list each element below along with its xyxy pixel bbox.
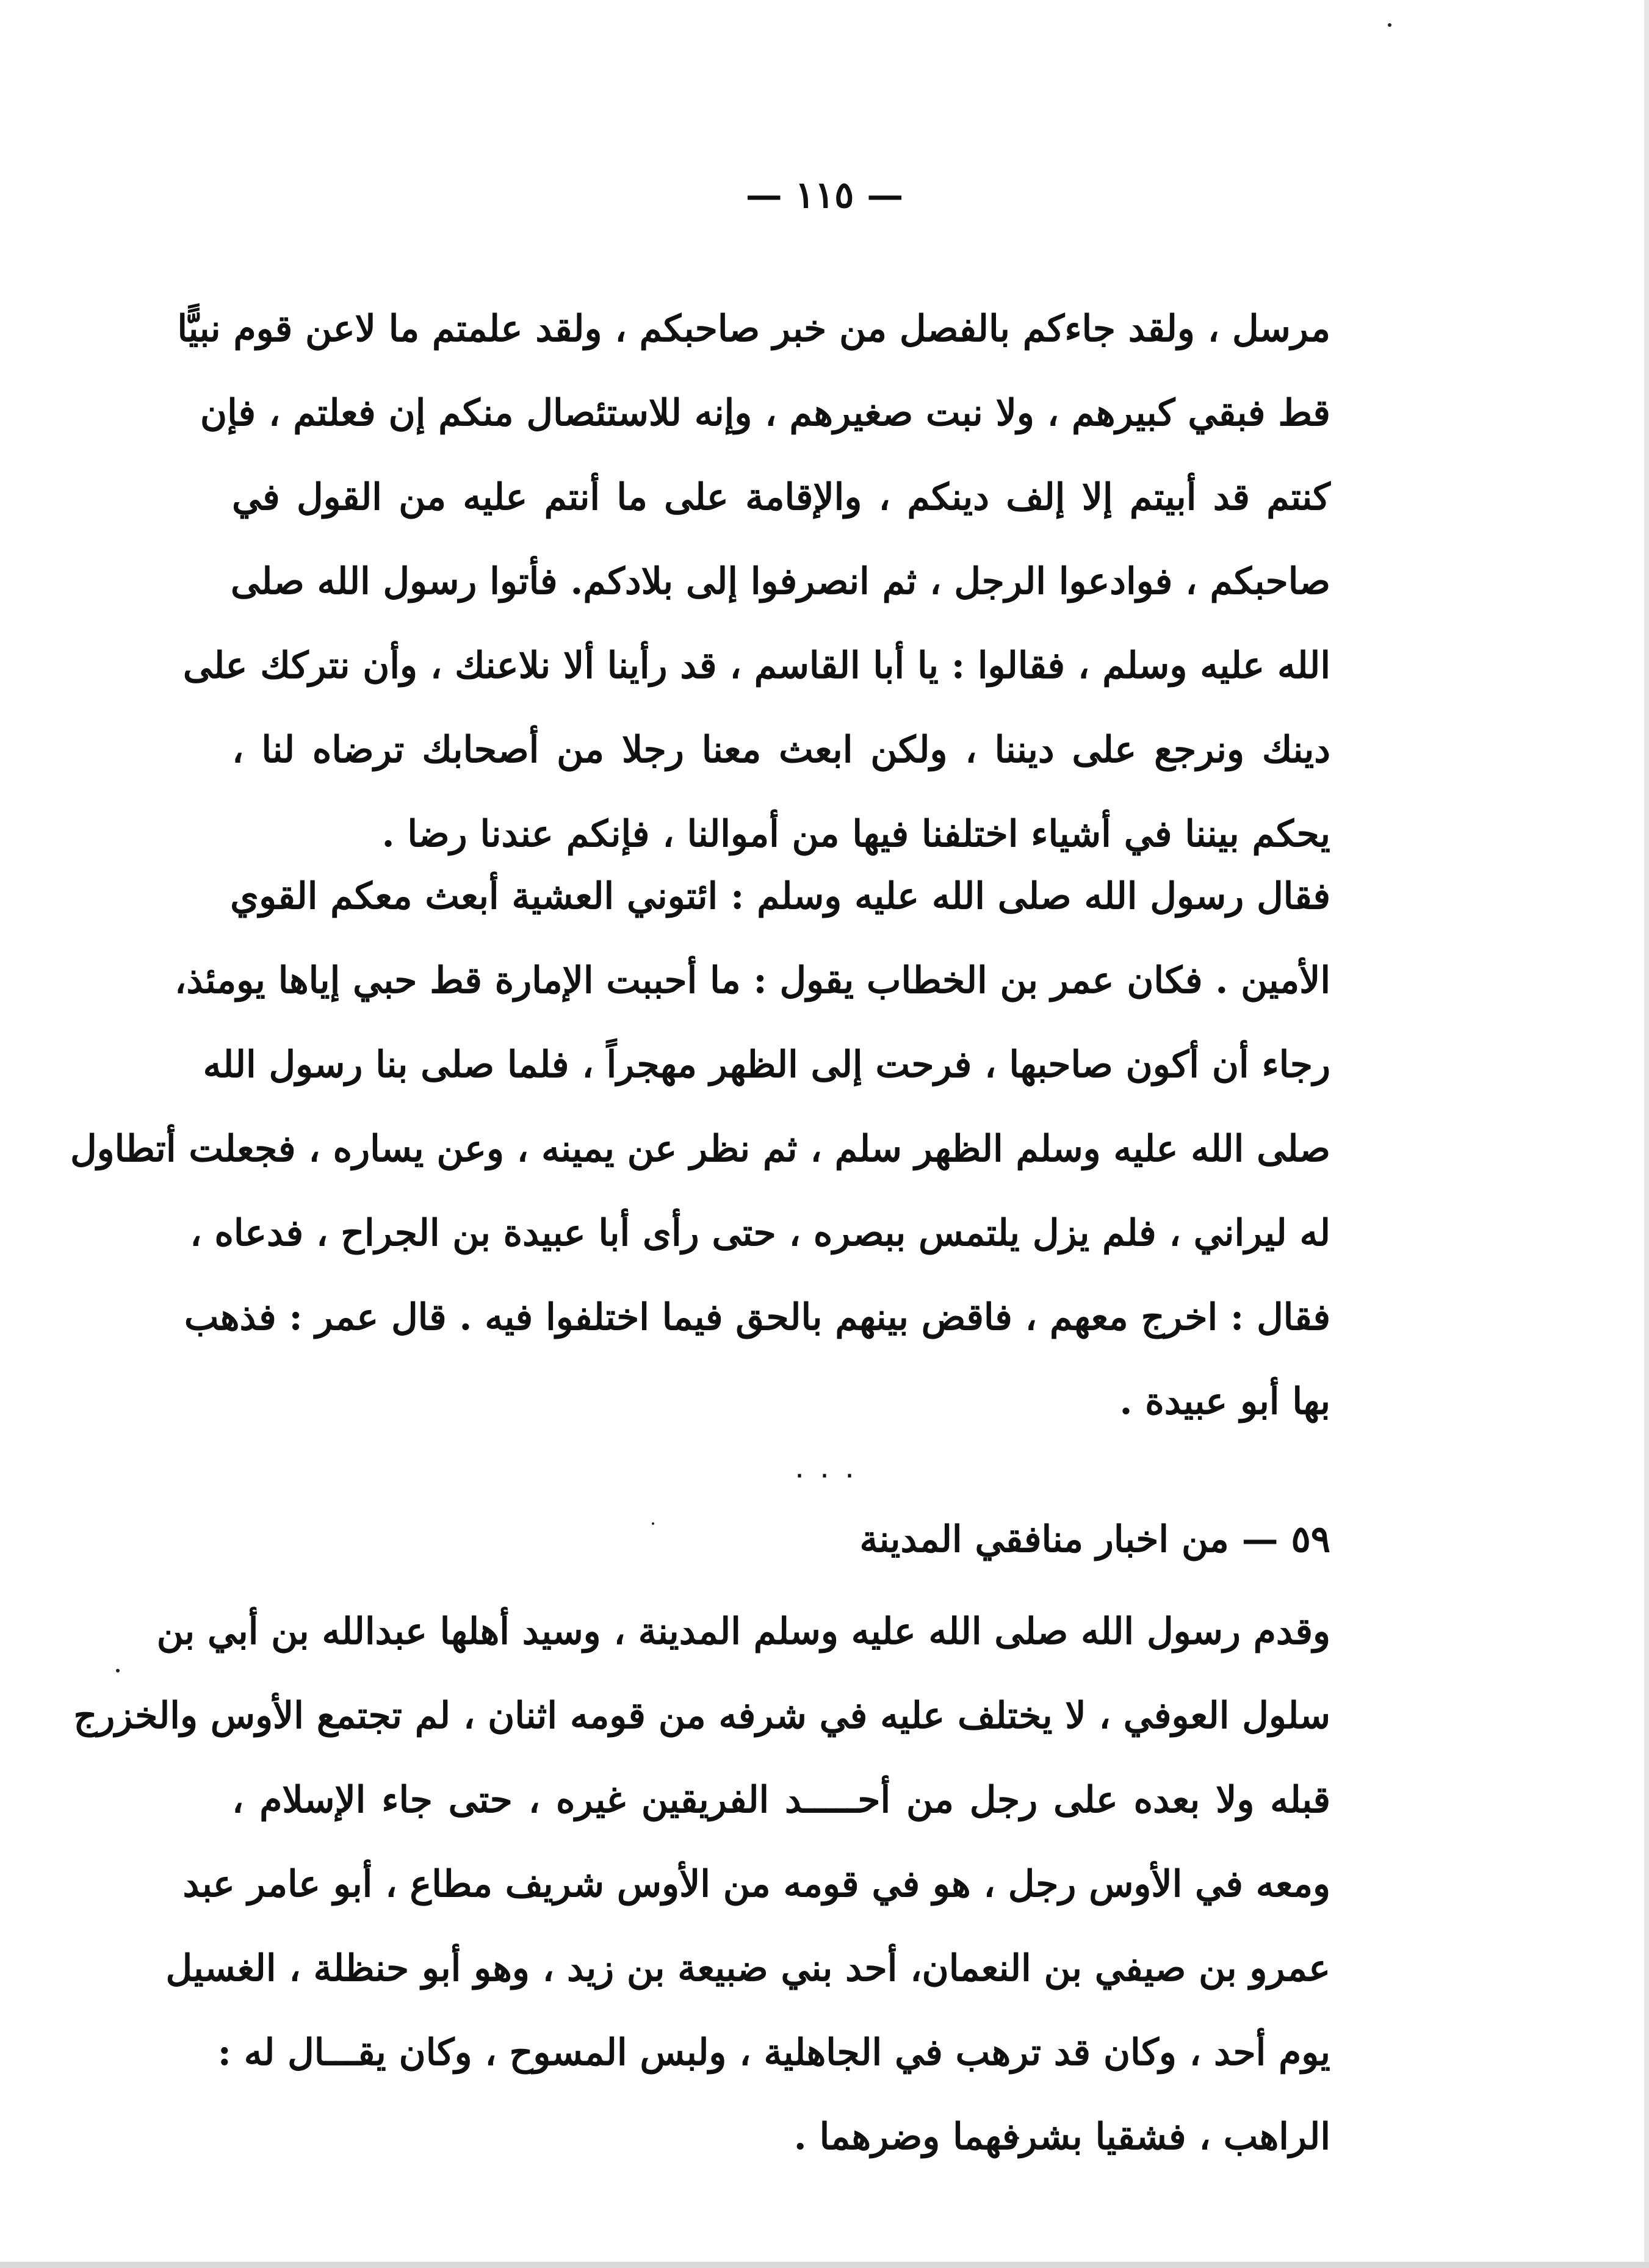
text-line: الأمين . فكان عمر بن الخطاب يقول : ما أحببت الإمارة قط حبي إياها يومئذ، — [175, 959, 1330, 1002]
text-line: يحكم بيننا في أشياء اختلفنا فيها من أموالنا ، فإنكم عندنا رضا . — [381, 813, 1330, 855]
page-edge-bottom — [0, 2262, 1649, 2268]
text-line: كنتم قد أبيتم إلا إلف دينكم ، والإقامة على ما أنتم عليه من القول في — [232, 476, 1330, 519]
text-line: دينك ونرجع على ديننا ، ولكن ابعث معنا رجلا من أصحابك ترضاه لنا ، — [232, 729, 1330, 771]
text-line: فقال : اخرج معهم ، فاقض بينهم بالحق فيما اختلفوا فيه . قال عمر : فذهب — [184, 1296, 1330, 1339]
text-line: رجاء أن أكون صاحبها ، فرحت إلى الظهر مهجراً ، فلما صلى بنا رسول الله — [203, 1043, 1330, 1086]
section-separator: ٠ ٠ ٠ — [792, 1457, 857, 1491]
scan-speck — [1388, 23, 1391, 27]
paragraph-3 — [73, 1589, 1330, 2179]
text-line: ومعه في الأوس رجل ، هو في قومه من الأوس شريف مطاع ، أبو عامر عبد — [182, 1863, 1330, 1906]
paragraph-2 — [70, 854, 1330, 1444]
section-heading: ٥٩ — من اخبار منافقي المدينة — [859, 1518, 1330, 1561]
text-line: قط فبقي كبيرهم ، ولا نبت صغيرهم ، وإنه للاستئصال منكم إن فعلتم ، فإن — [200, 392, 1330, 434]
text-line: صلى الله عليه وسلم الظهر سلم ، ثم نظر عن يمينه ، وعن يساره ، فجعلت أتطاول — [70, 1128, 1330, 1170]
text-line: قبله ولا بعده على رجل من أحـــــد الفريقين غيره ، حتى جاء الإسلام ، — [232, 1779, 1330, 1821]
scan-speck — [116, 1669, 120, 1672]
text-line: مرسل ، ولقد جاءكم بالفصل من خبر صاحبكم ، ولقد علمتم ما لاعن قوم نبيًّا — [177, 308, 1330, 350]
page-edge-right — [1644, 0, 1649, 2268]
text-line: بها أبو عبيدة . — [1119, 1380, 1330, 1423]
text-line: عمرو بن صيفي بن النعمان، أحد بني ضبيعة بن زيد ، وهو أبو حنظلة ، الغسيل — [165, 1947, 1330, 1990]
text-line: يوم أحد ، وكان قد ترهب في الجاهلية ، ولبس المسوح ، وكان يقـــال له : — [217, 2031, 1330, 2074]
text-line: فقال رسول الله صلى الله عليه وسلم : ائتوني العشية أبعث معكم القوي — [230, 875, 1330, 918]
text-line: صاحبكم ، فوادعوا الرجل ، ثم انصرفوا إلى بلادكم. فأتوا رسول الله صلى — [230, 560, 1330, 603]
text-line: سلول العوفي ، لا يختلف عليه في شرفه من قومه اثنان ، لم تجتمع الأوس والخزرج — [73, 1694, 1330, 1737]
paragraph-1 — [177, 287, 1330, 876]
text-line: وقدم رسول الله صلى الله عليه وسلم المدينة ، وسيد أهلها عبدالله بن أبي بن — [156, 1610, 1330, 1653]
text-line: له ليراني ، فلم يزل يلتمس ببصره ، حتى رأى أبا عبيدة بن الجراح ، فدعاه ، — [190, 1212, 1330, 1255]
page-number: — ١١٥ — — [745, 174, 904, 217]
text-line: الراهب ، فشقيا بشرفهما وضرهما . — [793, 2115, 1330, 2158]
text-line: الله عليه وسلم ، فقالوا : يا أبا القاسم ، قد رأينا ألا نلاعنك ، وأن نتركك على — [182, 644, 1330, 687]
